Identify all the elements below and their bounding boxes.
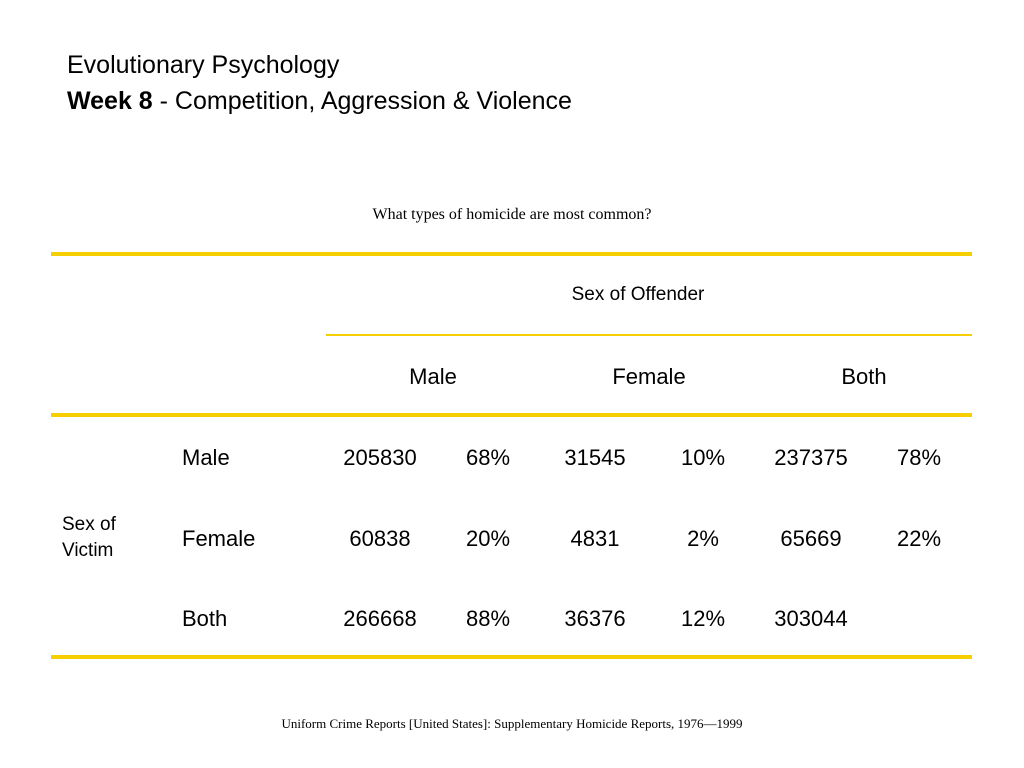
table-cell: 2% <box>687 526 719 551</box>
table-cell: 20% <box>465 526 511 551</box>
column-header-female: Female <box>612 364 686 389</box>
column-header-both: Both <box>841 364 887 389</box>
table-top-rule <box>51 252 972 256</box>
table-cell: 266668 <box>343 606 417 631</box>
offender-header-rule <box>326 334 972 336</box>
table-cell: 65669 <box>780 526 842 551</box>
offender-header: Sex of Offender <box>571 284 705 305</box>
table-cell: 78% <box>896 445 942 470</box>
table-cell: 10% <box>680 445 726 470</box>
week-label: Week 8 <box>67 87 153 115</box>
row-label-male: Male <box>182 445 230 470</box>
table-question: What types of homicide are most common? <box>372 206 652 223</box>
slide-title <box>67 47 572 119</box>
table-bottom-rule <box>51 655 972 659</box>
table-cell: 4831 <box>570 526 620 551</box>
source-citation: Uniform Crime Reports [United States]: Supplementary Homicide Reports, 1976—1999 <box>281 716 743 731</box>
table-cell: 31545 <box>564 445 626 470</box>
table-cell: 205830 <box>343 445 417 470</box>
week-topic: - Competition, Aggression & Violence <box>152 87 572 115</box>
header-bottom-rule <box>51 413 972 417</box>
table-cell: 60838 <box>349 526 411 551</box>
row-label-both: Both <box>182 606 228 631</box>
table-cell: 303044 <box>774 606 848 631</box>
row-label-female: Female <box>182 526 256 551</box>
table-cell: 237375 <box>774 445 848 470</box>
course-title: Evolutionary Psychology <box>67 51 340 79</box>
table-cell: 88% <box>465 606 511 631</box>
table-cell: 12% <box>680 606 726 631</box>
victim-header: Sex of Victim <box>62 514 116 561</box>
table-cell: 68% <box>465 445 511 470</box>
table-cell: 22% <box>896 526 942 551</box>
column-header-male: Male <box>409 364 457 389</box>
table-cell: 36376 <box>564 606 626 631</box>
week-title <box>67 83 572 119</box>
